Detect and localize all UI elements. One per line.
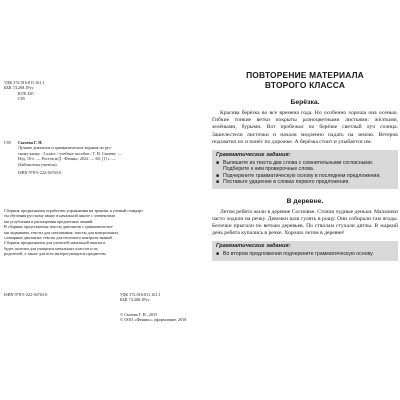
- udc-code-bottom: УДК 372.016:811.161.1: [120, 292, 161, 297]
- author-code: С95: [18, 96, 25, 102]
- task-text: Выпишите из текста два слова с сомнительными согласными. Подберите к ним проверочные слова.: [223, 160, 374, 173]
- cip-line: Изд. 10-е. — Ростов н/Д : Феникс, 2022. — 60, [1] с. —: [18, 156, 116, 162]
- grammar-tasks-box: [212, 241, 398, 260]
- chapter-title-line: ПОВТОРЕНИЕ МАТЕРИАЛА: [246, 70, 364, 80]
- right-page-content: [212, 70, 398, 400]
- annotation-line: ми заданиями, тексты для списывания, тексты для контрольных,: [4, 229, 120, 235]
- task-text: Во втором предложении подчеркните грамматическую основу.: [223, 251, 374, 258]
- cip-author: Сычева Г. Н.: [18, 140, 43, 145]
- cip-line: скому языку : 3 класс / учебное пособие / Г. Н. Сычева. —: [18, 150, 122, 156]
- grammar-tasks-box: [212, 150, 398, 189]
- cip-line: (Библиотека учителя).: [18, 161, 58, 167]
- cip-code: С95: [4, 140, 11, 145]
- bullet-icon: ■: [216, 160, 220, 167]
- grammar-tasks-title: Грамматические задания:: [216, 152, 291, 159]
- bullet-icon: ■: [216, 251, 220, 258]
- catalog-codes-top: [4, 80, 45, 102]
- task-item: [216, 179, 394, 185]
- task-item: [216, 160, 394, 173]
- udc-code: УДК 372.016:811.161.1: [4, 80, 45, 85]
- catalog-codes-bottom: [120, 292, 161, 303]
- isbn-top: ISBN 978-5-222-36763-6: [18, 170, 62, 176]
- bullet-icon: ■: [216, 172, 220, 179]
- annotation: [4, 208, 194, 257]
- annotation-line: ми углубления и расширения предметных знаний.: [4, 218, 94, 224]
- section-heading: В деревне.: [286, 197, 324, 205]
- ktk-code: КТК 430: [18, 90, 34, 96]
- section-birch: [212, 98, 398, 189]
- grammar-tasks-title: Грамматические задания:: [216, 243, 291, 250]
- cip-record: [4, 140, 194, 175]
- annotation-line: ты обучения русскому языку в начальной школе с элементами: [4, 213, 115, 219]
- copyright-author: © Сычева Г. Н., 2015: [120, 312, 158, 317]
- story-text: Красива берёзка во все времена года. Но особенно хороша она осенью. Гибкие тонкие ветки покрыты разноцветными листьями: жёлтыми, зелёными, бурыми. Вот пробежал по берёзке светлый луч солнца. Зашелестели листочки и начали медленно падать на землю. Ветерок подхватил их и понёс по дорожке. А берёзка стоит и улыбается им.: [212, 110, 398, 145]
- bbk-code: ББК 74.268.1Рус: [4, 85, 34, 91]
- annotation-line: словарные диктанты; тексты для итогового контроля знаний.: [4, 235, 113, 241]
- copyright: [120, 312, 186, 323]
- cip-description: [4, 145, 194, 167]
- task-item: [216, 251, 394, 257]
- section-village: [212, 197, 398, 261]
- isbn-bottom: ISBN 978-5-222-36763-6: [4, 292, 48, 297]
- annotation-line: Сборник предназначен для учителей начальной школы и: [4, 240, 106, 246]
- bullet-icon: ■: [216, 179, 220, 186]
- left-page-imprint: [4, 80, 196, 328]
- bbk-code-bottom: ББК 74.268.1Рус: [120, 297, 150, 303]
- chapter-title: [212, 70, 398, 90]
- copyright-publisher: © ООО «Феникс», оформление, 2018: [120, 317, 187, 323]
- annotation-line: Сборник предназначен отработать упражнения на тренинг и ученый стандарт: [4, 208, 143, 213]
- chapter-title-line: ВТОРОГО КЛАССА: [264, 80, 346, 90]
- annotation-line: В сборник представлены тексты диктантов с грамматически-: [4, 224, 114, 230]
- task-text: Поставьте ударение в словах первого предложения.: [223, 179, 350, 186]
- annotation-line: родителей, а также для всех интересующихся предметом.: [4, 251, 107, 257]
- cip-line: Лучшие диктанты и грамматические задания по рус-: [18, 145, 113, 151]
- annotation-line: будет полезен для учащихся начальных классов и их: [4, 245, 98, 251]
- story-text: Летом ребята жили в деревне Сосновке. Стояли чудные деньки. Мальчики часто ходили на речку. Девочки шли гулять в рощу. Они собирали там ягоды. Белочки прыгали по веткам деревьев. По стволам стучали дятлы. В жаркий день ребята купались в речке. Хорошо летом в деревне!: [212, 208, 398, 237]
- section-heading: Берёзка.: [290, 99, 320, 106]
- task-text: Подчеркните грамматическую основу в последнем предложении.: [223, 172, 381, 179]
